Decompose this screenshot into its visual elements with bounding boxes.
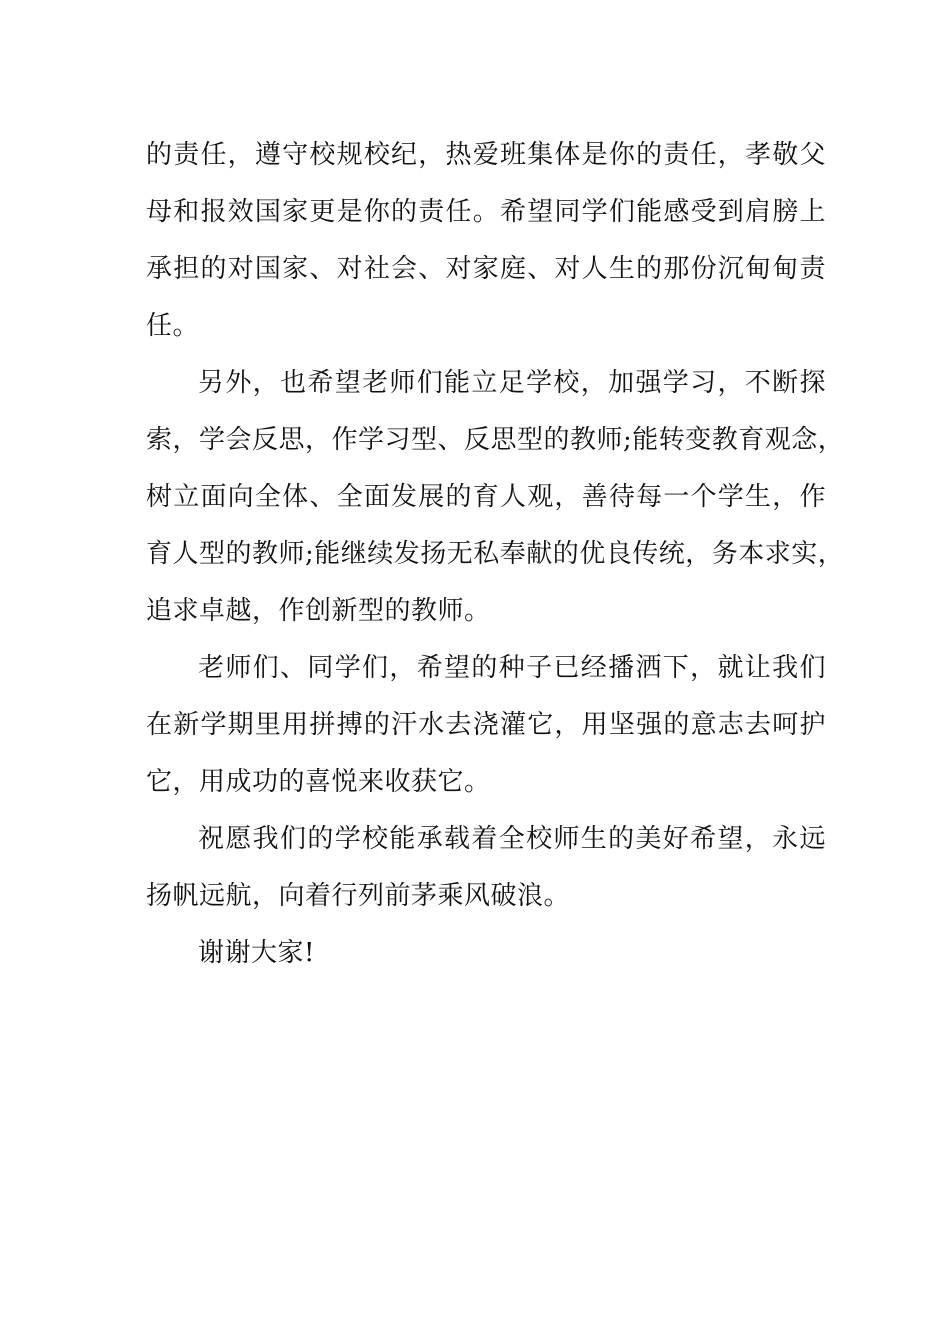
closing-line: 谢谢大家! (198, 938, 315, 968)
text-line: 在新学期里用拼搏的汗水去浇灌它，用坚强的意志去呵护 (146, 710, 826, 740)
text-line: 树立面向全体、全面发展的育人观，善待每一个学生，作 (146, 482, 826, 512)
text-line: 母和报效国家更是你的责任。希望同学们能感受到肩膀上 (146, 197, 826, 227)
text-line: 扬帆远航，向着行列前茅乘风破浪。 (146, 881, 571, 911)
text-line: 它，用成功的喜悦来收获它。 (146, 767, 491, 797)
text-line: 追求卓越，作创新型的教师。 (146, 596, 491, 626)
text-line: 任。 (146, 311, 200, 341)
paragraph-3 (146, 640, 826, 811)
paragraph-4 (146, 811, 826, 925)
paragraph-2 (146, 355, 845, 640)
document-body (146, 127, 845, 982)
text-line: 的责任，遵守校规校纪，热爱班集体是你的责任，孝敬父 (146, 140, 826, 170)
text-line: 另外，也希望老师们能立足学校，加强学习，不断探 (198, 368, 826, 398)
paragraph-1 (146, 127, 826, 355)
text-line: 承担的对国家、对社会、对家庭、对人生的那份沉甸甸责 (146, 254, 826, 284)
text-line: 老师们、同学们，希望的种子已经播洒下，就让我们 (198, 653, 826, 683)
text-line: 祝愿我们的学校能承载着全校师生的美好希望，永远 (198, 824, 826, 854)
text-line: 索，学会反思，作学习型、反思型的教师;能转变教育观念， (146, 425, 845, 455)
text-line: 育人型的教师;能继续发扬无私奉献的优良传统，务本求实， (146, 539, 845, 569)
paragraph-5 (146, 925, 826, 982)
